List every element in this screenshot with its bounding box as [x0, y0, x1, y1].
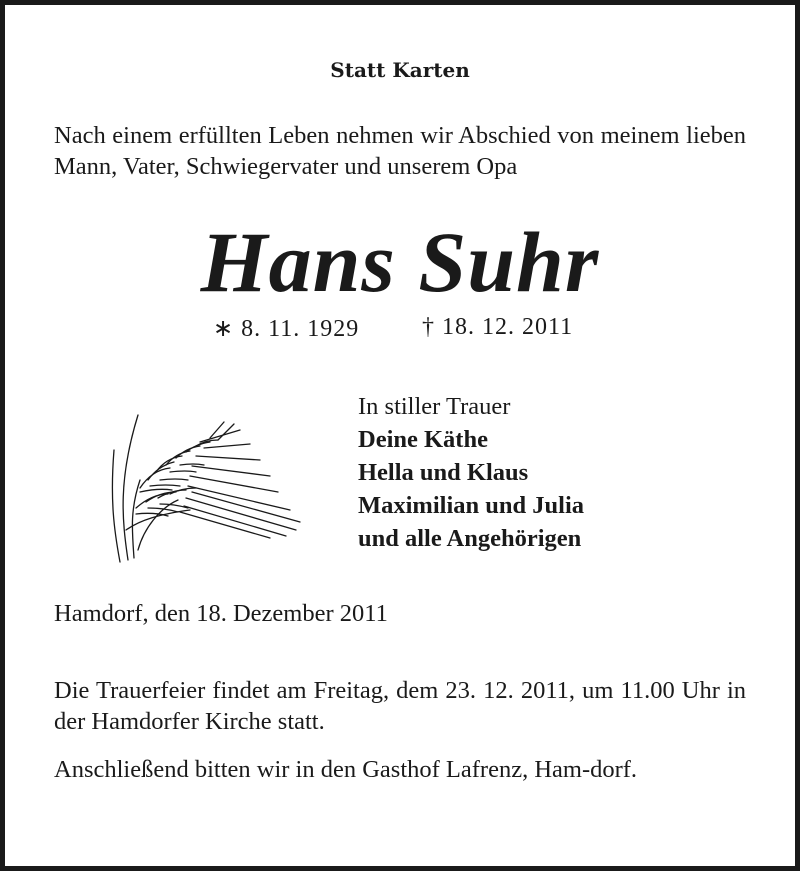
mourner-grandchildren: Maximilian und Julia: [358, 492, 585, 519]
mourners-list: [358, 390, 584, 555]
notice-heading: Statt Karten: [330, 58, 470, 82]
birth-date: ∗ 8. 11. 1929: [213, 316, 360, 342]
reception-text: Anschließend bitten wir in den Gasthof Lafrenz, Ham-dorf.: [54, 756, 638, 783]
funeral-service-text: Die Trauerfeier findet am Freitag, dem 23. 12. 2011, um 11.00 Uhr in der Hamdorfer Kirche statt.: [54, 677, 746, 735]
death-date: † 18. 12. 2011: [422, 314, 574, 340]
deceased-name: Hans Suhr: [200, 214, 600, 310]
intro-text: Nach einem erfüllten Leben nehmen wir Abschied von meinem lieben Mann, Vater, Schwiegervater und unserem Opa: [54, 122, 746, 180]
mourner-relatives: und alle Angehörigen: [358, 525, 582, 552]
place-and-date: Hamdorf, den 18. Dezember 2011: [54, 600, 388, 627]
mourner-children: Hella und Klaus: [358, 459, 529, 486]
wheat-ears-icon: [100, 410, 310, 570]
mourning-phrase: In stiller Trauer: [358, 393, 511, 420]
mourner-wife: Deine Käthe: [358, 426, 488, 453]
